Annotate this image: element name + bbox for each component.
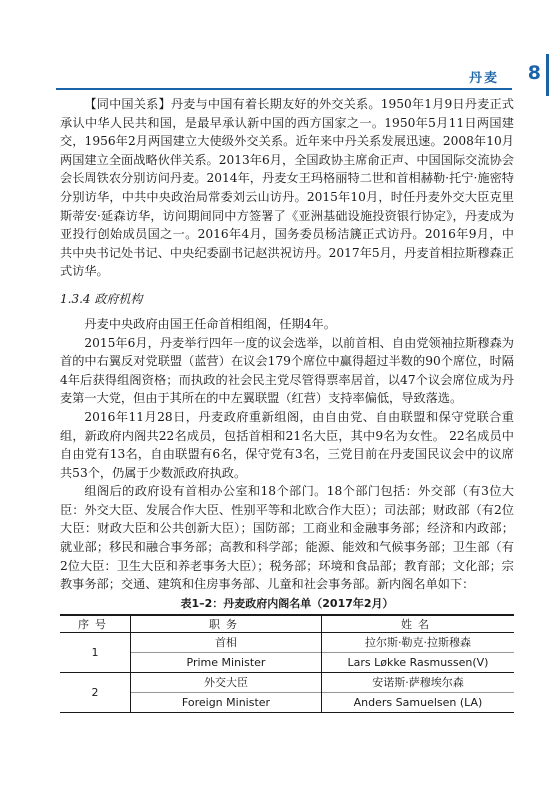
name-cn: 安诺斯·萨穆埃尔森 <box>372 675 464 689</box>
position-cn: 首相 <box>215 635 237 649</box>
cabinet-table <box>60 614 514 713</box>
row-name <box>322 632 515 672</box>
paragraph: 组阁后的政府设有首相办公室和18个部门。18个部门包括：外交部（有3位大臣：外交大臣、发展合作大臣、性别平等和北欧合作大臣）；司法部；财政部（有2位大臣：财政大臣和公共创新大臣）；国防部；工商业和金融事务部；经济和内政部；就业部；移民和融合事务部；高教和科学部；能源、能效和气候事务部；卫生部（有2位大臣：卫生大臣和养老事务大臣）；税务部；环境和食品部；教育部；文化部；宗教事务部；交通、建筑和住房事务部、儿童和社会事务部。新内阁名单如下： <box>60 484 514 592</box>
header-number: 序号 <box>60 615 131 633</box>
row-number: 2 <box>60 672 131 712</box>
name-en: Anders Samuelsen (LA) <box>322 692 514 712</box>
table-row <box>60 632 514 672</box>
name-en: Lars Løkke Rasmussen(V) <box>322 652 514 672</box>
paragraph: 2015年6月，丹麦举行四年一度的议会选举，以前首相、自由党领袖拉斯穆森为首的中右翼反对党联盟（蓝营）在议会179个席位中赢得超过半数的90个席位，时隔4年后获得组阁资格；而执政的社会民主党尽管得票率居首，以47个议会席位成为丹麦第一大党，但由于其所在的中左翼联盟（红营）支持率偏低，导致落选。 <box>60 335 514 406</box>
page-number: 8 <box>527 62 541 84</box>
header-name: 姓名 <box>322 615 515 633</box>
header-position: 职务 <box>131 615 322 633</box>
row-name <box>322 672 515 712</box>
running-header-title: 丹麦 <box>468 71 499 86</box>
section-heading: 1.3.4 政府机构 <box>60 291 143 306</box>
table-row <box>60 672 514 712</box>
page-edge-bar <box>546 54 549 96</box>
name-cn: 拉尔斯·勒克·拉斯穆森 <box>365 635 471 649</box>
paragraph: 丹麦中央政府由国王任命首相组阁，任期4年。 <box>84 316 336 331</box>
row-number: 1 <box>60 632 131 672</box>
paragraph: 2016年11月28日，丹麦政府重新组阁，由自由党、自由联盟和保守党联合重组，新政府内阁共22名成员，包括首相和21名大臣，其中9名为女性。 22名成员中自由党有13名，自由联盟有6名，保守党有3名，三党目前在丹麦国民议会中的议席共53个，仍属于少数派政府执政。 <box>60 409 514 480</box>
row-position <box>131 672 322 712</box>
table-caption: 表1–2：丹麦政府内阁名单（2017年2月） <box>180 596 394 610</box>
position-en: Prime Minister <box>131 652 321 672</box>
header-rule <box>56 88 512 90</box>
position-en: Foreign Minister <box>131 692 321 712</box>
row-position <box>131 632 322 672</box>
position-cn: 外交大臣 <box>204 675 248 689</box>
paragraph-china-relations: 【同中国关系】丹麦与中国有着长期友好的外交关系。1950年1月9日丹麦正式承认中华人民共和国，是最早承认新中国的西方国家之一。1950年5月11日两国建交，1956年2月两国建立大使级外交关系。近年来中丹关系发展迅速。2008年10月两国建立全面战略伙伴关系。2013年6月，全国政协主席俞正声、中国国际交流协会会长周铁农分别访问丹麦。2014年，丹麦女王玛格丽特二世和首相赫勒·托宁·施密特分别访华，中共中央政治局常委刘云山访丹。2015年10月，时任丹麦外交大臣克里斯蒂安·延森访华，访问期间同中方签署了《亚洲基础设施投资银行协定》，丹麦成为亚投行创始成员国之一。2016年4月，国务委员杨洁篪正式访丹。2016年9月，中共中央书记处书记、中央纪委副书记赵洪祝访丹。2017年5月，丹麦首相拉斯穆森正式访华。 <box>60 97 514 279</box>
page-body <box>60 95 514 713</box>
table-header-row <box>60 615 514 633</box>
